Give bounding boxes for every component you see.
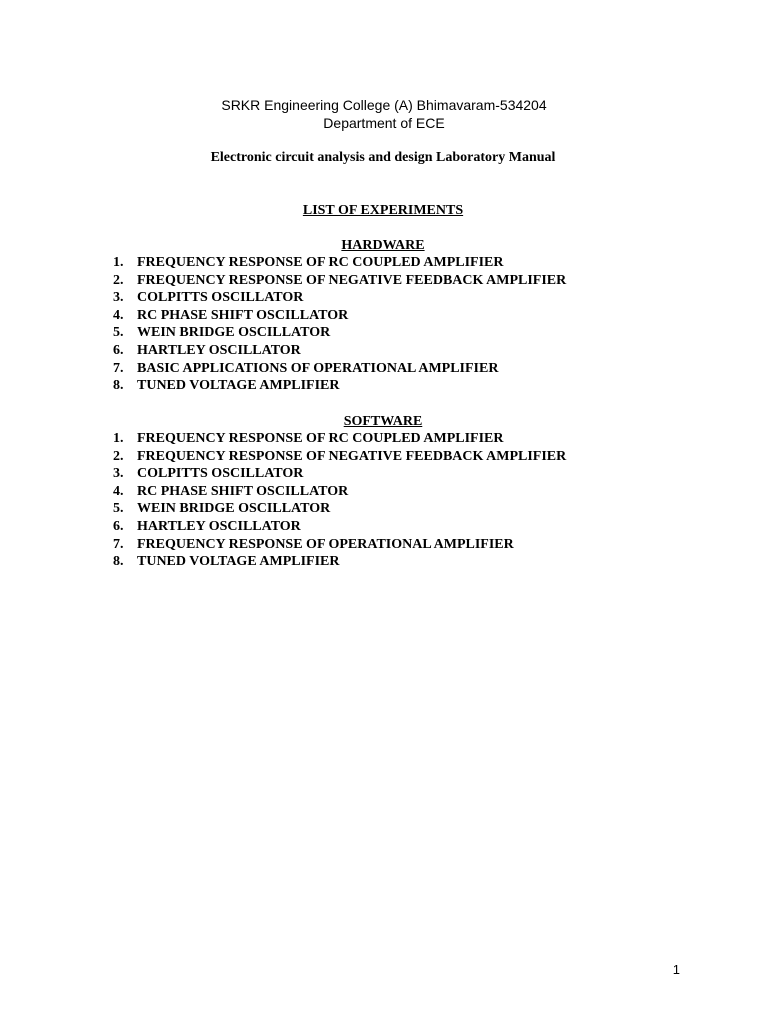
item-text: BASIC APPLICATIONS OF OPERATIONAL AMPLIFIER [137,360,499,376]
item-number: 2. [113,448,124,464]
item-number: 3. [113,290,124,306]
software-experiment-list [113,430,566,571]
hardware-heading: HARDWARE [341,238,425,253]
item-number: 1. [113,431,124,446]
item-text: TUNED VOLTAGE AMPLIFIER [137,378,340,394]
list-item [113,342,566,360]
list-item [113,518,566,536]
manual-title: Electronic circuit analysis and design Laboratory Manual [210,150,556,165]
hardware-experiment-list [113,254,566,395]
item-number: 7. [113,360,124,376]
software-heading: SOFTWARE [343,414,423,429]
item-number: 4. [113,483,124,499]
item-text: HARTLEY OSCILLATOR [137,342,301,358]
item-text: WEIN BRIDGE OSCILLATOR [137,501,331,517]
item-number: 5. [113,325,124,341]
list-item [113,360,566,378]
item-text: RC PHASE SHIFT OSCILLATOR [137,307,349,323]
item-text: COLPITTS OSCILLATOR [137,290,304,306]
item-number: 3. [113,466,124,482]
item-text: TUNED VOLTAGE AMPLIFIER [137,554,340,570]
item-number: 2. [113,272,124,288]
list-item [113,289,566,307]
item-number: 7. [113,536,124,552]
list-item [113,377,566,395]
department-name: Department of ECE [323,115,445,131]
item-number: 6. [113,342,124,358]
item-text: HARTLEY OSCILLATOR [137,518,301,534]
item-number: 6. [113,518,124,534]
item-text: COLPITTS OSCILLATOR [137,466,304,482]
item-text: FREQUENCY RESPONSE OF OPERATIONAL AMPLIFIER [137,536,514,552]
item-text: WEIN BRIDGE OSCILLATOR [137,325,331,341]
list-item [113,254,566,272]
item-number: 8. [113,378,124,394]
list-item [113,448,566,466]
item-number: 4. [113,307,124,323]
list-item [113,553,566,571]
list-item [113,465,566,483]
item-text: FREQUENCY RESPONSE OF RC COUPLED AMPLIFIER [137,431,504,446]
list-item [113,500,566,518]
page-number: 1 [672,962,680,977]
list-item [113,307,566,325]
list-item [113,483,566,501]
list-item [113,430,566,448]
item-text: RC PHASE SHIFT OSCILLATOR [137,483,349,499]
item-number: 8. [113,554,124,570]
item-text: FREQUENCY RESPONSE OF NEGATIVE FEEDBACK AMPLIFIER [137,272,567,288]
item-number: 5. [113,501,124,517]
list-of-experiments-heading: LIST OF EXPERIMENTS [302,203,464,218]
item-number: 1. [113,255,124,270]
list-item [113,324,566,342]
item-text: FREQUENCY RESPONSE OF NEGATIVE FEEDBACK AMPLIFIER [137,448,567,464]
item-text: FREQUENCY RESPONSE OF RC COUPLED AMPLIFIER [137,255,504,270]
college-name: SRKR Engineering College (A) Bhimavaram-534204 [221,97,547,113]
list-item [113,272,566,290]
list-item [113,536,566,554]
